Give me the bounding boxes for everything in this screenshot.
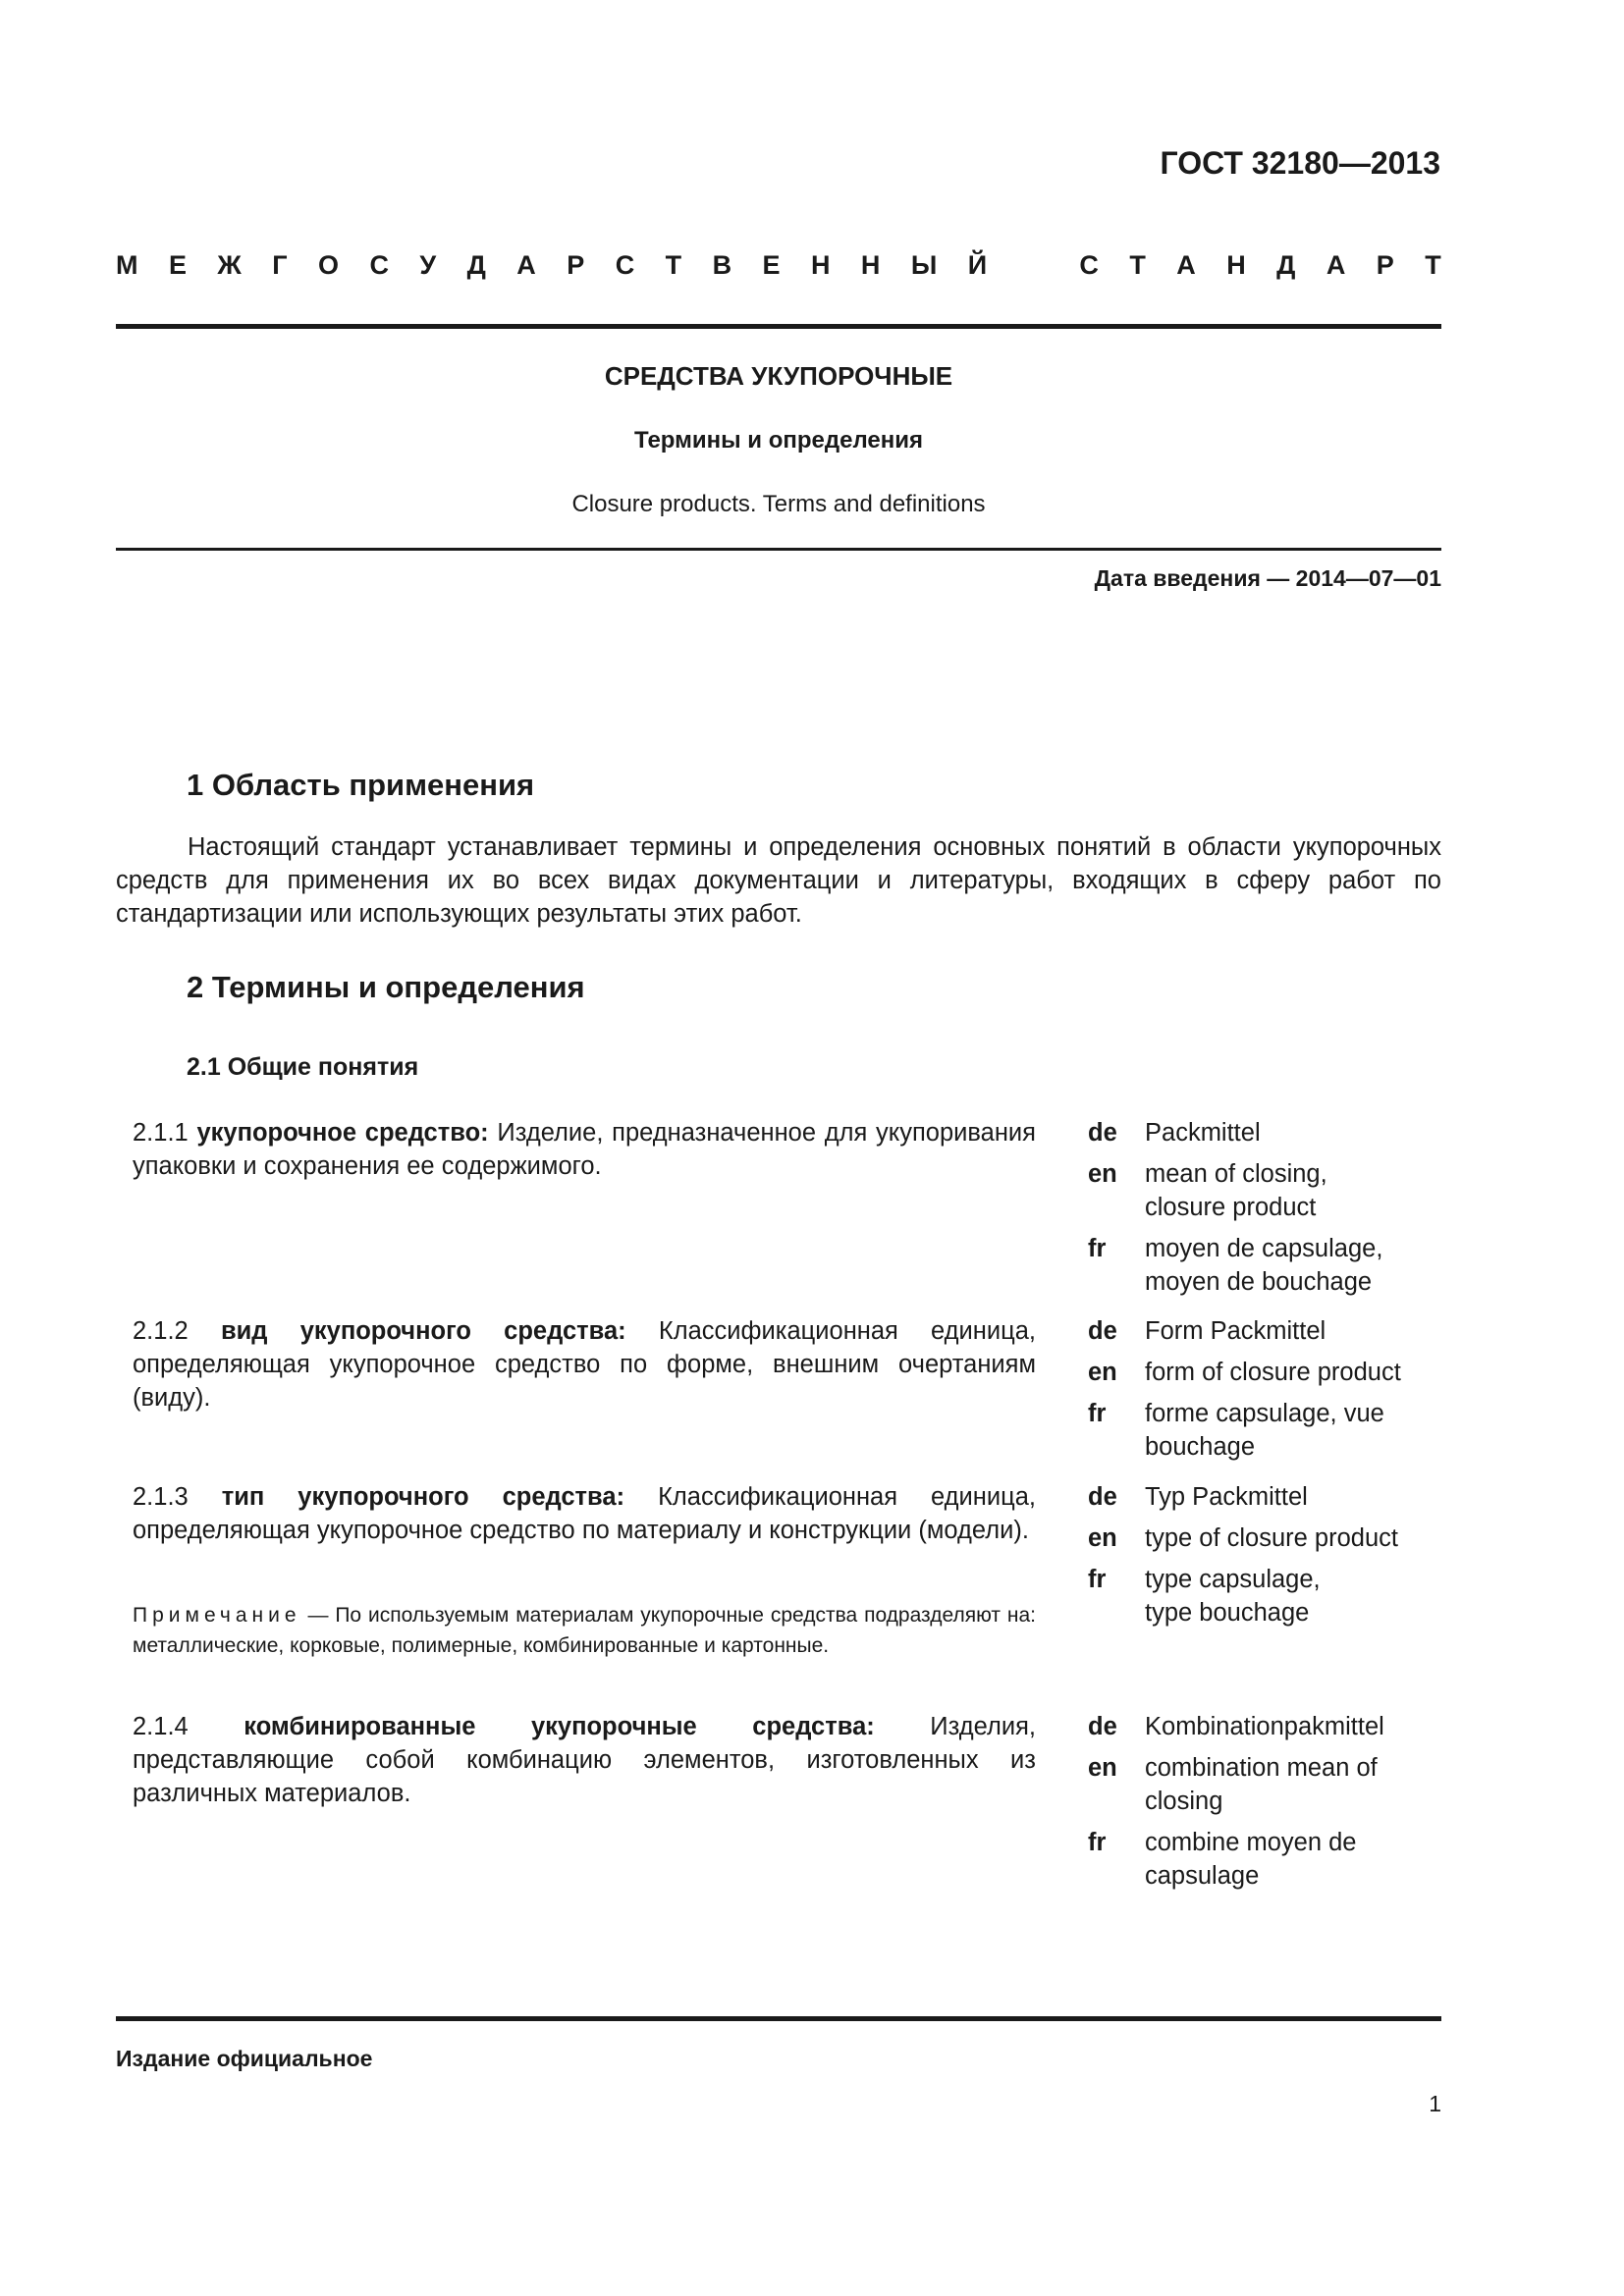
banner-letter: Т	[665, 250, 682, 280]
language-code: en	[1088, 1359, 1117, 1386]
term-entry	[133, 1116, 1036, 1183]
equivalent-row	[1088, 1116, 1461, 1149]
note-label: Примечание	[133, 1604, 301, 1627]
banner-letter: А	[1176, 250, 1196, 280]
document-subtitle: Термины и определения	[633, 427, 924, 454]
banner-letter: С	[615, 250, 635, 280]
term-entry	[133, 1710, 1036, 1810]
language-code: de	[1088, 1119, 1117, 1147]
banner-letter: Н	[1226, 250, 1246, 280]
term-definition: Классификационная единица, определяющая укупорочное средство по материалу и конструкции (модели).	[133, 1483, 1036, 1544]
language-code: fr	[1088, 1235, 1107, 1262]
term-number: 2.1.4	[133, 1713, 189, 1740]
language-code: de	[1088, 1713, 1117, 1740]
banner-letter: Д	[466, 250, 486, 280]
equivalent-row	[1088, 1314, 1461, 1348]
section-heading-terms: 2 Термины и определения	[187, 970, 585, 1004]
banner-letter: В	[712, 250, 732, 280]
banner-letter: Й	[967, 250, 988, 280]
equivalent-term: combination mean of closing	[1145, 1754, 1378, 1815]
term-name: вид укупорочного средства:	[220, 1317, 626, 1345]
term-equivalents	[1088, 1116, 1461, 1307]
language-code: de	[1088, 1317, 1117, 1345]
banner-letter: О	[317, 250, 339, 280]
term-entry	[133, 1314, 1036, 1415]
title-divider	[116, 548, 1441, 551]
banner-letter: Ж	[217, 250, 242, 280]
banner-letter: Т	[1129, 250, 1146, 280]
standard-code: ГОСТ 32180—2013	[1160, 145, 1440, 181]
equivalent-term: Typ Packmittel	[1145, 1483, 1308, 1511]
banner-letter: У	[419, 250, 437, 280]
banner-letter: Е	[168, 250, 187, 280]
banner-letter: М	[116, 250, 138, 280]
language-code: fr	[1088, 1400, 1107, 1427]
term-definition: Классификационная единица, определяющая укупорочное средство по форме, внешним очертаниям (виду).	[133, 1317, 1036, 1412]
banner-letter: Н	[810, 250, 831, 280]
term-number: 2.1.3	[133, 1483, 189, 1511]
equivalent-term: combine moyen de capsulage	[1145, 1829, 1357, 1890]
term-equivalents	[1088, 1314, 1461, 1471]
term-equivalents	[1088, 1480, 1461, 1637]
note-text: — По используемым материалам укупорочные средства подразделяют на: металлические, корковые, полимерные, комбинированные и картонные.	[133, 1604, 1036, 1657]
equivalent-row	[1088, 1397, 1461, 1464]
scope-paragraph: Настоящий стандарт устанавливает термины и определения основных понятий в области укупорочных средств для применения их во всех видах документации и литературы, входящих в сферу работ по стандартизации или использующих результаты этих работ.	[116, 833, 1441, 928]
language-code: fr	[1088, 1829, 1107, 1856]
term-definition: Изделия, представляющие собой комбинацию элементов, изготовленных из различных материалов.	[133, 1713, 1036, 1807]
term-entry	[133, 1480, 1036, 1547]
equivalent-row	[1088, 1480, 1461, 1514]
banner-letter: Р	[567, 250, 585, 280]
equivalent-row	[1088, 1826, 1461, 1893]
standard-type-banner	[116, 250, 1441, 281]
language-code: fr	[1088, 1566, 1107, 1593]
section-heading-scope: 1 Область применения	[187, 768, 535, 802]
term-number: 2.1.2	[133, 1317, 189, 1345]
header-divider	[116, 324, 1441, 329]
equivalent-term: form of closure product	[1145, 1359, 1401, 1386]
banner-letter: Р	[1376, 250, 1394, 280]
term-name: тип укупорочного средства:	[221, 1483, 625, 1511]
equivalent-row	[1088, 1710, 1461, 1743]
banner-letter: А	[516, 250, 536, 280]
equivalent-row	[1088, 1751, 1461, 1818]
equivalent-row	[1088, 1522, 1461, 1555]
language-code: en	[1088, 1754, 1117, 1782]
equivalent-row	[1088, 1157, 1461, 1224]
footer-divider	[116, 2016, 1441, 2021]
equivalent-row	[1088, 1356, 1461, 1389]
equivalent-term: Form Packmittel	[1145, 1317, 1326, 1345]
term-name: комбинированные укупорочные средства:	[244, 1713, 875, 1740]
subsection-heading-general: 2.1 Общие понятия	[187, 1053, 419, 1081]
banner-letter: С	[369, 250, 389, 280]
banner-letter: Г	[272, 250, 288, 280]
equivalent-term: mean of closing, closure product	[1145, 1160, 1327, 1221]
banner-letter: С	[1079, 250, 1099, 280]
term-note	[133, 1600, 1036, 1661]
edition-label: Издание официальное	[116, 2046, 373, 2071]
introduction-date: Дата введения — 2014—07—01	[1094, 565, 1441, 591]
equivalent-term: Kombinationpakmittel	[1145, 1713, 1384, 1740]
term-number: 2.1.1	[133, 1119, 189, 1147]
language-code: en	[1088, 1160, 1117, 1188]
term-equivalents	[1088, 1710, 1461, 1900]
banner-letter: Д	[1276, 250, 1296, 280]
term-definition: Изделие, предназначенное для укупоривания упаковки и сохранения ее содержимого.	[133, 1119, 1036, 1180]
equivalent-term: Packmittel	[1145, 1119, 1261, 1147]
banner-letter: Е	[762, 250, 781, 280]
banner-letter: Н	[860, 250, 881, 280]
equivalent-row	[1088, 1563, 1461, 1629]
equivalent-term: type of closure product	[1145, 1524, 1398, 1552]
term-name: укупорочное средство:	[196, 1119, 489, 1147]
banner-letter: А	[1326, 250, 1346, 280]
equivalent-term: moyen de capsulage, moyen de bouchage	[1145, 1235, 1383, 1296]
equivalent-term: forme capsulage, vue bouchage	[1145, 1400, 1384, 1461]
language-code: de	[1088, 1483, 1117, 1511]
language-code: en	[1088, 1524, 1117, 1552]
equivalent-row	[1088, 1232, 1461, 1299]
banner-letter: Ы	[910, 250, 938, 280]
equivalent-term: type capsulage, type bouchage	[1145, 1566, 1321, 1627]
banner-letter: Т	[1425, 250, 1441, 280]
document-title-english: Closure products. Terms and definitions	[571, 491, 986, 517]
document-title: СРЕДСТВА УКУПОРОЧНЫЕ	[604, 361, 953, 391]
page-number: 1	[1429, 2091, 1441, 2116]
